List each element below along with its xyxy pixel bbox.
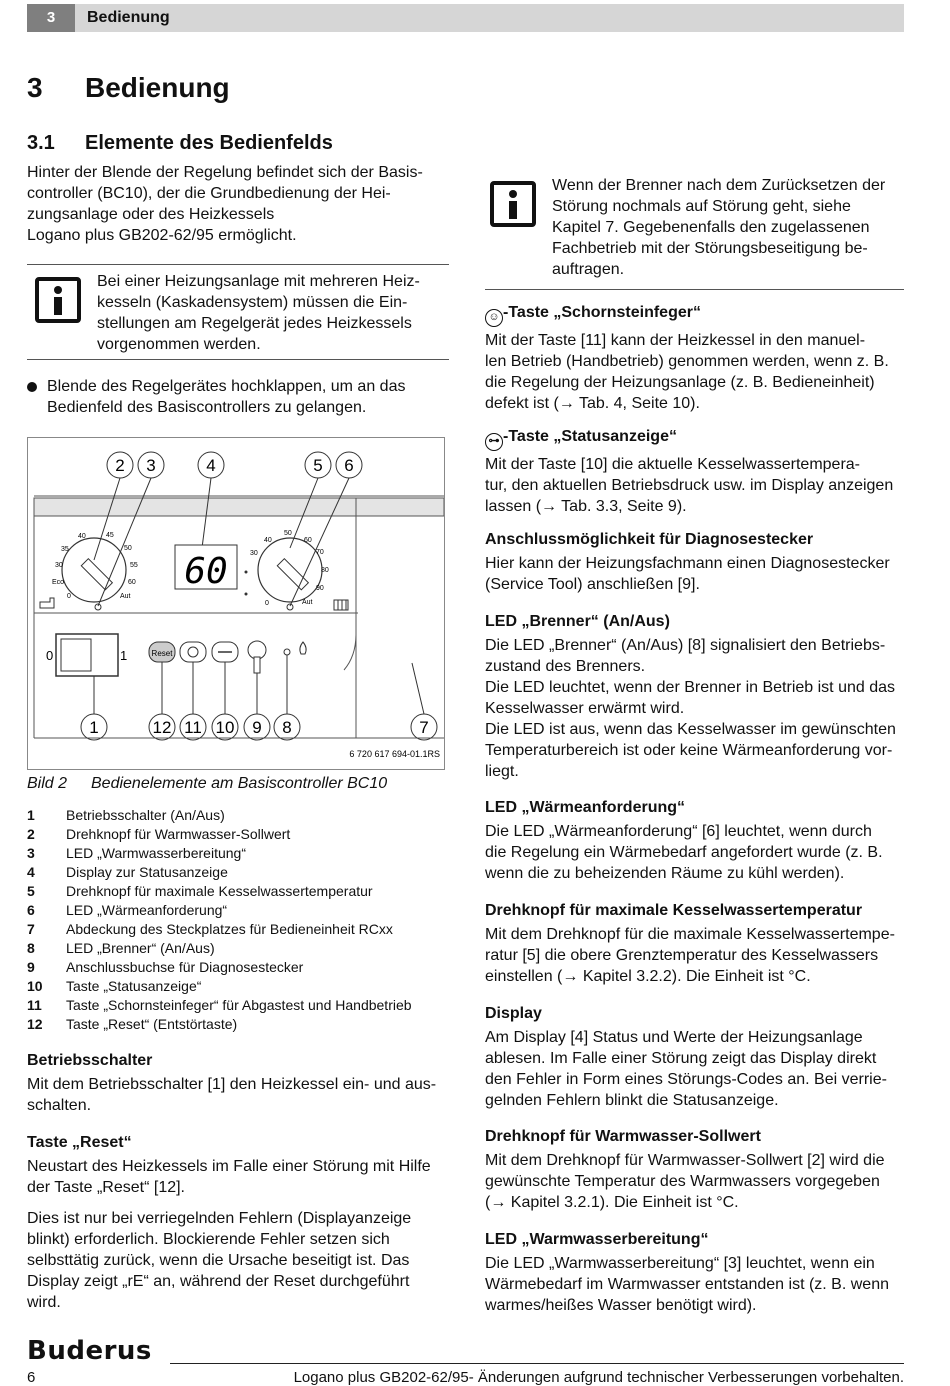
info-note-right: [485, 168, 904, 290]
section-line: tur, den aktuellen Betriebsdruck usw. im Display anzeigen: [485, 477, 894, 494]
section-line: ratur [5] die obere Grenztemperatur des Kesselwassers: [485, 947, 879, 964]
callout-5: 5: [313, 456, 323, 475]
section-drehknopf-max-temp: [485, 900, 915, 987]
title-number: 3: [27, 72, 43, 103]
section-statusanzeige: [485, 426, 915, 517]
leader-line: [412, 663, 424, 714]
section-line: die Regelung der Heizungsanlage (z. B. Bedieneinheit): [485, 374, 875, 391]
section-line: Kesselwasser erwärmt wird.: [485, 700, 685, 717]
callout-7: 7: [419, 718, 429, 737]
display-value: 60: [184, 551, 228, 592]
knob2-tick-80: 80: [321, 567, 329, 574]
section-line: Mit dem Drehknopf für Warmwasser-Sollwert [2] wird die: [485, 1152, 885, 1169]
knob1-tick-aut: Aut: [120, 593, 131, 600]
legend-item: 4 Display zur Statusanzeige: [27, 864, 228, 880]
diagnostic-socket: [248, 641, 266, 659]
diagnostic-plug: [254, 657, 260, 673]
section-line: Am Display [4] Status und Werte der Heizungsanlage: [485, 1029, 863, 1046]
chapter-header-bar: [27, 4, 904, 32]
knob1-tick-40: 40: [78, 533, 86, 540]
footer-divider: [170, 1363, 904, 1364]
section-line: gelnden Fehlern blinkt die Statusanzeige.: [485, 1092, 779, 1109]
section-line: schalten.: [27, 1097, 92, 1114]
info-line: Bei einer Heizungsanlage mit mehreren Heiz-: [97, 273, 420, 290]
knob-grip: [277, 559, 308, 590]
section-betriebsschalter: [27, 1050, 457, 1116]
callout-1: 1: [89, 718, 99, 737]
figure-legend: [27, 806, 412, 1034]
section-heading: Display: [485, 1005, 542, 1022]
flame-icon: [300, 642, 306, 654]
intro-line: zungsanlage oder des Heizkessels: [27, 206, 275, 223]
info-line: Wenn der Brenner nach dem Zurücksetzen der: [552, 177, 886, 194]
legend-item: 3 LED „Warmwasserbereitung“: [27, 845, 246, 861]
instruction-bullet: [27, 376, 447, 418]
section-line: (→ Kapitel 3.2.1). Die Einheit ist °C.: [485, 1194, 739, 1211]
section-number: 3.1: [27, 132, 55, 154]
section-drehknopf-warmwasser: [485, 1126, 915, 1213]
intro-line: Logano plus GB202-62/95 ermöglicht.: [27, 227, 297, 244]
knob2-tick-aut: Aut: [302, 599, 313, 606]
knob1-tick-45: 45: [106, 532, 114, 539]
switch-label-off: 0: [46, 648, 54, 663]
section-line: der Taste „Reset“ [12].: [27, 1179, 185, 1196]
knob1-tick-50: 50: [124, 545, 132, 552]
section-line: Neustart des Heizkessels im Falle einer Störung mit Hilfe: [27, 1158, 431, 1175]
section-line: Mit der Taste [10] die aktuelle Kesselwassertempera-: [485, 456, 860, 473]
info-line: Störung nochmals auf Störung geht, siehe: [552, 198, 851, 215]
section-line: Mit der Taste [11] kann der Heizkessel in den manuel-: [485, 332, 866, 349]
callout-12: 12: [152, 718, 172, 737]
section-line: zustand des Brenners.: [485, 658, 646, 675]
knob1-tick-30: 30: [55, 562, 63, 569]
section-heading: Anschlussmöglichkeit für Diagnosestecker: [485, 531, 814, 548]
bullet-line: Bedienfeld des Basiscontrollers zu gelangen.: [47, 399, 367, 416]
section-led-warmwasserbereitung: [485, 1229, 915, 1316]
figure-caption-label: Bild 2: [27, 775, 68, 792]
knob1-tick-35: 35: [61, 546, 69, 553]
info-note-left: [27, 264, 449, 360]
status-icon: ⊶: [485, 433, 503, 451]
led-burner: [284, 649, 290, 655]
section-title: [27, 132, 333, 155]
section-line: Die LED „Warmwasserbereitung“ [3] leuchtet, wenn ein: [485, 1255, 875, 1272]
section-heading: Taste „Reset“: [27, 1134, 132, 1151]
section-line: Die LED „Wärmeanforderung“ [6] leuchtet, wenn durch: [485, 823, 872, 840]
section-line: blinkt) erforderlich. Blockierende Fehler setzen sich: [27, 1231, 390, 1248]
section-heading: LED „Brenner“ (An/Aus): [485, 613, 670, 630]
legend-item: 2 Drehknopf für Warmwasser-Sollwert: [27, 826, 291, 842]
info-icon: [35, 277, 81, 323]
legend-item: 12 Taste „Reset“ (Entstörtaste): [27, 1016, 238, 1032]
section-heading: LED „Warmwasserbereitung“: [485, 1231, 709, 1248]
info-line: auftragen.: [552, 261, 625, 278]
leader-line: [98, 478, 151, 606]
legend-item: 10 Taste „Statusanzeige“: [27, 978, 202, 994]
legend-item: 8 LED „Brenner“ (An/Aus): [27, 940, 215, 956]
knob1-tick-60: 60: [128, 579, 136, 586]
section-heading-text: -Taste „Schornsteinfeger“: [503, 304, 701, 321]
section-line: wird.: [27, 1294, 61, 1311]
reset-button-label: Reset: [151, 649, 173, 658]
section-reset-details: [27, 1208, 457, 1313]
callout-11: 11: [184, 718, 202, 737]
section-line: warmes/heißes Wasser benötigt wird).: [485, 1297, 757, 1314]
callout-2: 2: [115, 456, 125, 475]
section-led-brenner: [485, 611, 915, 782]
section-line: die Regelung ein Wärmebedarf angefordert wurde (z. B.: [485, 844, 883, 861]
knob-grip: [81, 559, 112, 590]
section-line: Wärmebedarf im Warmwasser entstanden ist (z. B. wenn: [485, 1276, 889, 1293]
callout-4: 4: [206, 456, 216, 475]
info-note-text: [97, 271, 447, 355]
control-panel-figure: [27, 437, 445, 770]
warm-water-knob: [62, 538, 126, 602]
section-line: Die LED „Brenner“ (An/Aus) [8] signalisiert den Betriebs-: [485, 637, 886, 654]
callout-9: 9: [252, 718, 262, 737]
main-switch: [56, 634, 118, 676]
bullet-dot: [27, 382, 37, 392]
legend-item: 9 Anschlussbuchse für Diagnosestecker: [27, 959, 304, 975]
section-line: len Betrieb (Handbetrieb) genommen werden, wenn z. B.: [485, 353, 889, 370]
section-heading: [485, 426, 915, 451]
section-line: Display zeigt „rE“ an, während der Reset durchgeführt: [27, 1273, 410, 1290]
intro-paragraph: [27, 162, 457, 246]
radiator-icon: [334, 600, 348, 610]
info-line: kesseln (Kaskadensystem) müssen die Ein-: [97, 294, 408, 311]
page-number: 6: [27, 1369, 36, 1386]
section-led-waermeanforderung: [485, 797, 915, 884]
section-line: (Service Tool) anschließen [9].: [485, 576, 700, 593]
section-line: selbsttätig zurück, wenn die Ursache beseitigt ist. Das: [27, 1252, 410, 1269]
section-heading: Betriebsschalter: [27, 1052, 153, 1069]
page-title: [27, 72, 230, 104]
bullet-text: [47, 376, 447, 418]
knob2-tick-30: 30: [250, 550, 258, 557]
intro-line: Hinter der Blende der Regelung befindet sich der Basis-: [27, 164, 423, 181]
section-heading: LED „Wärmeanforderung“: [485, 799, 686, 816]
rc-cover-curve: [344, 634, 356, 670]
figure-caption: [27, 775, 387, 793]
display-dot: [245, 593, 248, 596]
info-line: vorgenommen werden.: [97, 336, 261, 353]
callout-8: 8: [282, 718, 292, 737]
knob2-tick-60: 60: [304, 537, 312, 544]
section-line: den Fehler in Form eines Störungs-Codes an. Bei verrie-: [485, 1071, 887, 1088]
legend-item: 6 LED „Wärmeanforderung“: [27, 902, 228, 918]
section-line: liegt.: [485, 763, 519, 780]
section-heading: [485, 302, 915, 327]
panel-bezel: [34, 498, 444, 516]
section-diagnosestecker: [485, 529, 915, 595]
section-line: Die LED ist aus, wenn das Kesselwasser im gewünschten: [485, 721, 896, 738]
legend-item: 11 Taste „Schornsteinfeger“ für Abgastest und Handbetrieb: [27, 997, 412, 1013]
section-line: ablesen. Im Falle einer Störung zeigt das Display direkt: [485, 1050, 877, 1067]
info-line: stellungen am Regelgerät jedes Heizkessels: [97, 315, 412, 332]
section-line: Dies ist nur bei verriegelnden Fehlern (Displayanzeige: [27, 1210, 412, 1227]
section-text: Elemente des Bedienfelds: [85, 132, 333, 154]
section-display: [485, 1003, 915, 1111]
intro-line: controller (BC10), der die Grundbedienung der Hei-: [27, 185, 391, 202]
leader-line: [94, 478, 120, 560]
section-line: Mit dem Betriebsschalter [1] den Heizkessel ein- und aus-: [27, 1076, 437, 1093]
section-line: wenn die zu beheizenden Räume zu kühl werden).: [485, 865, 845, 882]
section-line: Temperaturbereich ist oder keine Wärmeanforderung vor-: [485, 742, 893, 759]
section-taste-reset: [27, 1132, 457, 1198]
knob2-tick-50: 50: [284, 530, 292, 537]
knob2-tick-40: 40: [264, 537, 272, 544]
figure-caption-text: Bedienelemente am Basiscontroller BC10: [91, 775, 388, 792]
info-note-text: [552, 175, 902, 280]
chapter-title: Bedienung: [87, 9, 170, 26]
display-dot: [245, 571, 248, 574]
tap-icon: [40, 598, 54, 608]
section-heading: Drehknopf für Warmwasser-Sollwert: [485, 1128, 761, 1145]
knob1-tick-eco: Eco: [52, 579, 65, 586]
chimney-sweep-icon: ☺: [485, 309, 503, 327]
knob2-tick-90: 90: [316, 585, 324, 592]
section-line: lassen (→ Tab. 3.3, Seite 9).: [485, 498, 687, 515]
knob2-tick-0: 0: [265, 600, 269, 607]
footer-note: Logano plus GB202-62/95- Änderungen aufgrund technischer Verbesserungen vorbehalten.: [293, 1369, 904, 1386]
info-icon: [490, 181, 536, 227]
section-line: einstellen (→ Kapitel 3.2.2). Die Einheit ist °C.: [485, 968, 811, 985]
section-line: Hier kann der Heizungsfachmann einen Diagnosestecker: [485, 555, 890, 572]
title-text: Bedienung: [85, 72, 230, 103]
section-heading: Drehknopf für maximale Kesselwassertemperatur: [485, 902, 863, 919]
knob2-tick-70: 70: [316, 549, 324, 556]
knob1-tick-0: 0: [67, 593, 71, 600]
section-line: Mit dem Drehknopf für die maximale Kesselwassertempe-: [485, 926, 895, 943]
section-schornsteinfeger: [485, 302, 915, 414]
info-line: Kapitel 7. Gegebenenfalls den zugelassenen: [552, 219, 870, 236]
section-line: defekt ist (→ Tab. 4, Seite 10).: [485, 395, 700, 412]
chapter-number: 3: [27, 4, 75, 32]
bullet-line: Blende des Regelgerätes hochklappen, um an das: [47, 378, 406, 395]
info-line: Fachbetrieb mit der Störungsbeseitigung be-: [552, 240, 868, 257]
legend-item: 1 Betriebsschalter (An/Aus): [27, 807, 225, 823]
callout-6: 6: [344, 456, 354, 475]
callout-10: 10: [215, 718, 235, 737]
section-line: gewünschte Temperatur des Warmwassers vorgegeben: [485, 1173, 880, 1190]
section-line: Die LED leuchtet, wenn der Brenner in Betrieb ist und das: [485, 679, 896, 696]
section-heading-text: -Taste „Statusanzeige“: [503, 428, 677, 445]
legend-item: 7 Abdeckung des Steckplatzes für Bedieneinheit RCxx: [27, 921, 393, 937]
control-panel-drawing: [28, 438, 444, 769]
figure-reference: 6 720 617 694-01.1RS: [349, 749, 440, 759]
switch-label-on: 1: [120, 648, 128, 663]
brand-logo: Buderus: [27, 1336, 152, 1366]
knob1-tick-55: 55: [130, 562, 138, 569]
legend-item: 5 Drehknopf für maximale Kesselwassertemperatur: [27, 883, 373, 899]
chimney-sweep-button: [180, 642, 206, 662]
callout-3: 3: [146, 456, 156, 475]
